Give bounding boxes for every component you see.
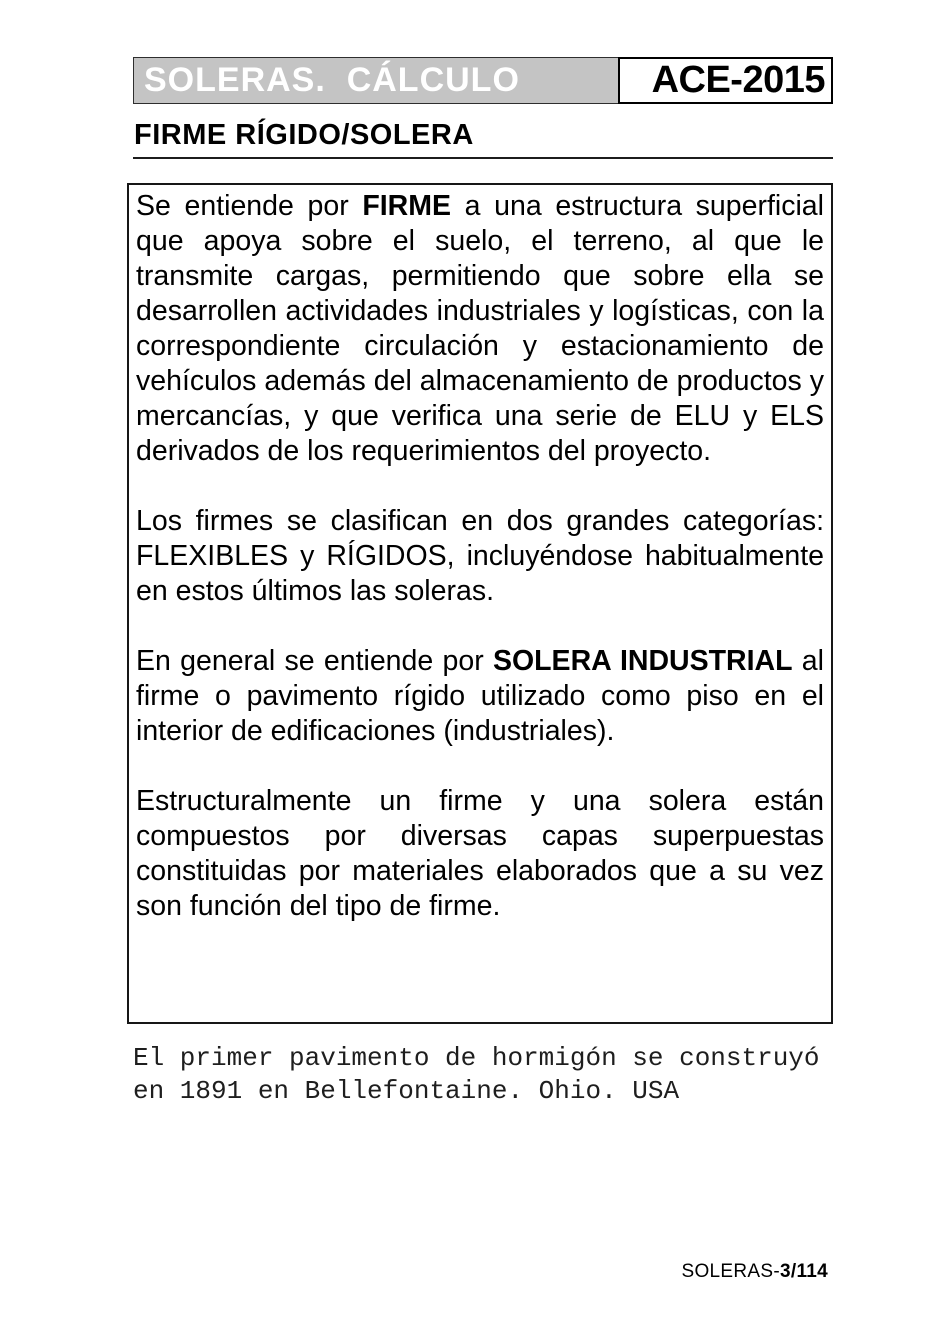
paragraph-text: Estructuralmente un firme y una solera están compuestos por diversas capas superpuestas constituidas por materiales elaborados que a su vez son función del tipo de firme. — [136, 785, 824, 922]
paragraph-text: al firme o pavimento rígido utilizado como piso en el interior de edificaciones (industriales). — [136, 645, 824, 747]
paragraph-text: a una estructura superficial que apoya sobre el suelo, el terreno, al que le transmite cargas, permitiendo que sobre ella se desarrollen actividades industriales y logísticas, con la correspondiente circulación y estacionamiento de vehículos además del almacenamiento de productos y mercancías, y que verifica una serie de ELU y ELS derivados de los requerimientos del proyecto. — [136, 190, 824, 467]
paragraph-structure-layers — [136, 784, 824, 924]
paragraph-text: Se entiende por — [136, 190, 363, 222]
lesson-title-bar: SOLERAS. CÁLCULO — [133, 57, 618, 104]
paragraph-bold-term: FIRME — [362, 190, 451, 222]
paragraph-firme-categories — [136, 504, 824, 609]
page-number — [682, 1261, 829, 1283]
paragraph-text: Los firmes se clasifican en dos grandes categorías: FLEXIBLES y RÍGIDOS, incluyéndose habitualmente en estos últimos las soleras. — [136, 505, 824, 607]
paragraph-bold-term: SOLERA INDUSTRIAL — [492, 645, 793, 677]
header-strip — [133, 57, 833, 104]
page-title: FIRME RÍGIDO/SOLERA — [134, 119, 474, 151]
paragraph-firme-definition — [136, 189, 824, 469]
title-underline — [133, 157, 833, 159]
content-box — [127, 183, 833, 1024]
course-code-badge: ACE-2015 — [618, 57, 833, 104]
page-number-value: 3/114 — [780, 1261, 828, 1282]
paragraph-solera-industrial — [136, 644, 824, 749]
page-number-prefix: SOLERAS- — [681, 1261, 780, 1282]
historical-footnote: El primer pavimento de hormigón se construyó en 1891 en Bellefontaine. Ohio. USA — [133, 1043, 820, 1106]
paragraph-text: En general se entiende por — [136, 645, 493, 677]
